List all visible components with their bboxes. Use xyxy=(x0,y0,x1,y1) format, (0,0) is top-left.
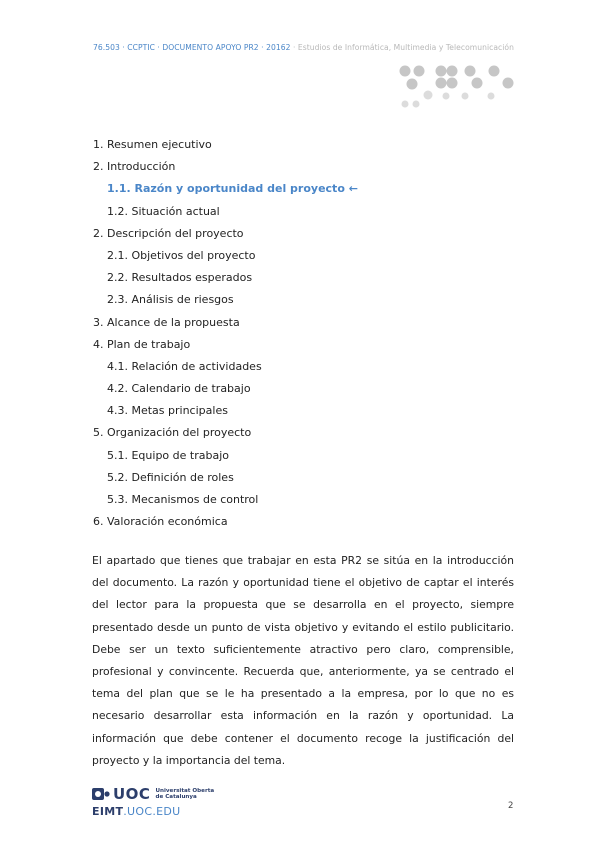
decorative-dots-logo xyxy=(392,62,522,114)
page-number: 2 xyxy=(508,801,514,811)
toc-item: 6. Valoración económica xyxy=(93,515,228,529)
page-header xyxy=(93,43,514,52)
header-subtitle: · Estudios de Informática, Multimedia y Telecomunicación xyxy=(290,43,514,52)
toc-item: 4.2. Calendario de trabajo xyxy=(107,382,251,396)
dot xyxy=(400,66,411,77)
logo-sub-line-2: de Catalunya xyxy=(155,794,197,800)
dot xyxy=(424,91,433,100)
logo-uoc-text: UOC xyxy=(113,785,151,803)
dot xyxy=(414,66,425,77)
dot xyxy=(503,78,514,89)
eimt-domain xyxy=(92,805,214,818)
dot xyxy=(436,78,447,89)
dot xyxy=(407,79,418,90)
dot xyxy=(465,66,476,77)
dot xyxy=(472,78,483,89)
uoc-mark-icon xyxy=(92,787,110,801)
toc-item: 1. Resumen ejecutivo xyxy=(93,138,212,151)
dot xyxy=(436,66,447,77)
dot xyxy=(402,101,409,108)
dot xyxy=(447,78,458,89)
toc-item: 4. Plan de trabajo xyxy=(93,337,191,351)
toc-item: 2.1. Objetivos del proyecto xyxy=(107,248,256,262)
toc-item: 4.3. Metas principales xyxy=(107,404,228,418)
toc-item: 5. Organización del proyecto xyxy=(93,426,252,440)
eimt-bold: EIMT xyxy=(92,805,124,818)
header-course-code: 76.503 · CCPTIC · DOCUMENTO APOYO PR2 · 20162 xyxy=(93,43,291,52)
toc-item: 1.2. Situación actual xyxy=(107,204,220,218)
toc-item: 2.3. Análisis de riesgos xyxy=(107,293,234,307)
dot xyxy=(447,66,458,77)
toc-item: 4.1. Relación de actividades xyxy=(107,359,262,373)
body-paragraph: El apartado que tienes que trabajar en esta PR2 se sitúa en la introducción del documento. La razón y oportunidad tiene el objetivo de captar el interés del lector para la propuesta que se desarrolla en el proyecto, siempre presentado desde un punto de vista objetivo y evitando el estilo publicitario. Debe ser un texto suficientemente atractivo pero claro, comprensible, profesional y convincente. Recuerda que, anteriormente, ya se centrado el tema del plan que se le ha presentado a la empresa, por lo que no es necesario desarrollar esta información en la razón y oportunidad. La información que debe contener el documento recoge la justificación del proyecto y la importancia del tema. xyxy=(92,554,514,767)
eimt-light: .UOC.EDU xyxy=(123,805,181,818)
toc-item: 2.2. Resultados esperados xyxy=(107,271,253,285)
toc-item: 2. Introducción xyxy=(93,160,176,174)
toc-item: 1.1. Razón y oportunidad del proyecto ← xyxy=(107,182,358,196)
toc-item: 5.3. Mecanismos de control xyxy=(107,493,259,506)
uoc-logo xyxy=(92,785,214,818)
toc-item: 2. Descripción del proyecto xyxy=(93,226,244,240)
logo-university-name xyxy=(155,788,214,801)
toc-item: 5.1. Equipo de trabajo xyxy=(107,448,229,462)
dot xyxy=(489,66,500,77)
dot xyxy=(443,93,450,100)
dot xyxy=(488,93,495,100)
logo-sub-line-1: Universitat Oberta xyxy=(155,787,215,794)
dot xyxy=(462,93,469,100)
dot xyxy=(413,101,420,108)
table-of-contents xyxy=(93,134,358,533)
toc-item: 5.2. Definición de roles xyxy=(107,470,234,484)
toc-item: 3. Alcance de la propuesta xyxy=(93,315,240,329)
